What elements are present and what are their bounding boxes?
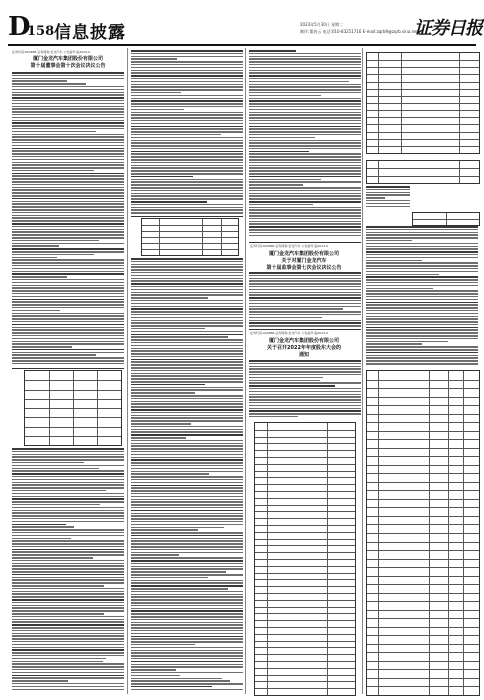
page-number: 158 <box>27 24 55 39</box>
table-row-line <box>367 380 479 381</box>
table-row-line <box>142 225 238 226</box>
table-row-line <box>367 96 479 97</box>
table-col-line <box>378 161 379 183</box>
table-row-line <box>255 600 355 601</box>
table-col-line <box>459 161 460 183</box>
table-row-line <box>255 634 355 635</box>
column-divider <box>127 48 128 694</box>
article-company: 厦门金龙汽车集团股份有限公司 <box>268 338 339 344</box>
article-separator <box>131 216 243 217</box>
table-row-line <box>255 647 355 648</box>
table-row-line <box>367 482 479 483</box>
table-row-line <box>367 559 479 560</box>
article-separator <box>249 329 361 330</box>
table-row-line <box>367 652 479 653</box>
table-col-line <box>327 423 328 695</box>
table-col-line <box>378 53 379 153</box>
table-row-line <box>367 524 479 525</box>
table-col-line <box>202 219 203 255</box>
table-col-line <box>97 371 98 445</box>
table-row-line <box>255 661 355 662</box>
table-row-line <box>255 545 355 546</box>
table-col-line <box>49 371 50 445</box>
table-row-line <box>367 397 479 398</box>
body-text-block <box>366 186 410 208</box>
table-row-line <box>255 498 355 499</box>
article-tag: 证券代码:600686 证券简称:金龙汽车 公告编号:临2023-0 <box>250 244 329 248</box>
table-row-line <box>367 686 479 687</box>
article-title-line: 通知 <box>298 352 309 358</box>
table-row-line <box>367 669 479 670</box>
table-row-line <box>367 661 479 662</box>
article-company: 厦门金龙汽车集团股份有限公司 <box>268 251 339 257</box>
article-tag: 证券代码:600686 证券简称:金龙汽车 公告编号:临2023-0 <box>12 50 91 54</box>
table-row-line <box>255 593 355 594</box>
table-row-line <box>367 610 479 611</box>
table-row-line <box>255 491 355 492</box>
body-text-block <box>249 272 361 328</box>
table-row-line <box>255 437 355 438</box>
table-row-line <box>255 505 355 506</box>
table-row-line <box>367 465 479 466</box>
article-separator <box>249 242 361 243</box>
table-row-line <box>367 67 479 68</box>
table-row-line <box>255 484 355 485</box>
table-row-line <box>255 573 355 574</box>
table-row-line <box>367 499 479 500</box>
article-separator <box>12 368 124 369</box>
table-row-line <box>142 231 238 232</box>
body-text-block <box>249 50 361 237</box>
article-title: 第十届董事会第十次会议决议公告 <box>30 63 106 69</box>
table-row-line <box>255 607 355 608</box>
table-row-line <box>367 618 479 619</box>
table-row-line <box>367 644 479 645</box>
table-col-line <box>463 371 464 695</box>
table-row-line <box>367 567 479 568</box>
table-row-line <box>367 60 479 61</box>
table-row-line <box>367 448 479 449</box>
article-tag: 证券代码:600686 证券简称:金龙汽车 公告编号:临2023-0 <box>250 331 329 335</box>
table-col-line <box>401 53 402 153</box>
table-col-line <box>459 53 460 153</box>
table-col-line <box>267 423 268 695</box>
column-divider <box>362 48 363 694</box>
table-row-line <box>255 627 355 628</box>
body-text-block <box>12 72 124 366</box>
table-row-line <box>367 533 479 534</box>
table-row-line <box>367 132 479 133</box>
table-row-line <box>255 525 355 526</box>
table-row-line <box>367 550 479 551</box>
body-text-block <box>366 226 478 366</box>
table-row-line <box>367 507 479 508</box>
table-row-line <box>255 450 355 451</box>
table-row-line <box>255 668 355 669</box>
table-row-line <box>142 237 238 238</box>
table-row-line <box>367 678 479 679</box>
table-row-line <box>255 559 355 560</box>
article-title-line: 关于对厦门金龙汽车 <box>281 258 327 264</box>
body-text-block <box>131 50 243 215</box>
table-row-line <box>367 82 479 83</box>
table-row-line <box>255 620 355 621</box>
data-table <box>254 422 356 696</box>
table-row-line <box>367 176 479 177</box>
table-col-line <box>378 371 379 695</box>
page-letter: D <box>8 12 31 42</box>
data-table <box>141 218 239 256</box>
table-row-line <box>367 490 479 491</box>
data-table <box>412 212 480 226</box>
table-row-line <box>255 579 355 580</box>
table-row-line <box>367 110 479 111</box>
table-row-line <box>255 443 355 444</box>
table-col-line <box>73 371 74 445</box>
table-row-line <box>367 168 479 169</box>
table-row-line <box>255 430 355 431</box>
table-row-line <box>367 117 479 118</box>
body-text-block <box>131 258 243 692</box>
table-row-line <box>367 601 479 602</box>
table-row-line <box>367 124 479 125</box>
newspaper-logo: 证券日报 <box>414 18 482 39</box>
table-row-line <box>367 89 479 90</box>
table-row-line <box>255 518 355 519</box>
table-row-line <box>367 593 479 594</box>
table-row-line <box>367 516 479 517</box>
column-divider <box>245 48 246 694</box>
table-row-line <box>255 613 355 614</box>
table-row-line <box>367 584 479 585</box>
table-row-line <box>255 681 355 682</box>
table-row-line <box>367 146 479 147</box>
table-row-line <box>255 675 355 676</box>
table-row-line <box>142 249 238 250</box>
table-row-line <box>367 139 479 140</box>
table-col-line <box>429 371 430 695</box>
table-row-line <box>367 473 479 474</box>
table-row-line <box>255 688 355 689</box>
data-table <box>366 370 480 696</box>
table-row-line <box>367 414 479 415</box>
table-row-line <box>255 641 355 642</box>
body-text-block <box>12 448 124 691</box>
table-col-line <box>448 371 449 695</box>
table-row-line <box>255 511 355 512</box>
table-row-line <box>367 103 479 104</box>
table-row-line <box>367 431 479 432</box>
article-title-line: 关于召开2022年年度股东大会的 <box>267 345 341 351</box>
article-company: 厦门金龙汽车集团股份有限公司 <box>32 56 103 62</box>
table-row-line <box>367 635 479 636</box>
contact-info: 制作:董春云 电话:010-83251716 E-mail:zqrb9@zqrb.sina.net <box>300 29 419 34</box>
issue-date: 2023年5月30日 星期二 <box>300 22 344 27</box>
table-row-line <box>255 539 355 540</box>
data-table <box>24 370 122 446</box>
table-row-line <box>255 477 355 478</box>
table-row-line <box>367 576 479 577</box>
table-row-line <box>367 422 479 423</box>
table-row-line <box>367 439 479 440</box>
table-row-line <box>255 654 355 655</box>
data-table <box>366 160 480 184</box>
table-row-line <box>367 542 479 543</box>
table-col-line <box>221 219 222 255</box>
section-title: 信息披露 <box>54 23 126 43</box>
table-row-line <box>255 566 355 567</box>
header-rule <box>8 44 476 46</box>
table-col-line <box>159 219 160 255</box>
table-row-line <box>367 456 479 457</box>
data-table <box>366 52 480 154</box>
table-row-line <box>367 627 479 628</box>
table-row-line <box>255 471 355 472</box>
table-row-line <box>255 586 355 587</box>
table-row-line <box>367 74 479 75</box>
page-header <box>0 0 484 44</box>
article-title-line: 第十届监事会第七次会议决议公告 <box>266 265 342 271</box>
table-row-line <box>255 532 355 533</box>
table-col-line <box>446 213 447 225</box>
table-row-line <box>255 552 355 553</box>
table-row-line <box>367 405 479 406</box>
table-row-line <box>367 388 479 389</box>
table-row-line <box>142 243 238 244</box>
table-row-line <box>255 464 355 465</box>
body-text-block <box>249 360 361 419</box>
table-row-line <box>255 457 355 458</box>
